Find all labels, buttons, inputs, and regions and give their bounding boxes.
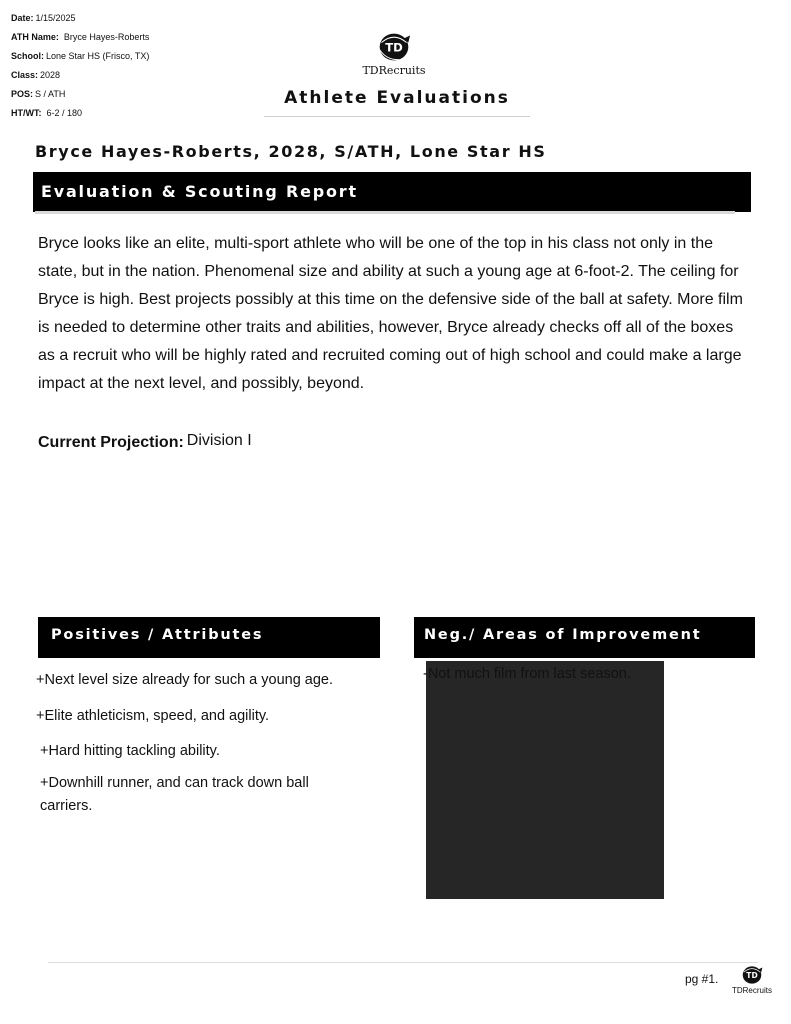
current-projection (38, 434, 252, 452)
positives-heading: Positives / Attributes (38, 617, 380, 658)
athlete-title: Bryce Hayes-Roberts, 2028, S/ATH, Lone Star HS (35, 142, 547, 161)
list-item: +Elite athleticism, speed, and agility. (36, 708, 270, 724)
football-helmet-logo-icon (376, 30, 412, 64)
negatives-heading: Neg./ Areas of Improvement (414, 617, 755, 658)
footer-logo (728, 964, 776, 995)
negatives-redaction-block (426, 661, 664, 899)
football-helmet-logo-icon (740, 964, 764, 986)
meta-position: POS: S / ATH (11, 89, 66, 99)
report-heading: Evaluation & Scouting Report (33, 172, 751, 212)
report-heading-divider (35, 211, 735, 214)
projection-label: Current Projection: (38, 434, 184, 451)
list-item: +Next level size already for such a young age. (36, 672, 334, 688)
report-body: Bryce looks like an elite, multi-sport athlete who will be one of the top in his class not only in the state, but in the nation. Phenomenal size and ability at such a young age at 6-foot-2. The ceiling for Bryce is high. Best projects possibly at this time on the defensive side of the ball at safety. More film is needed to determine other traits and abilities, however, Bryce already checks off all of the boxes as a recruit who will be highly rated and recruited coming out of high school and could make a large impact at the next level, and possibly, beyond. (38, 235, 743, 392)
list-item: +Downhill runner, and can track down ball carriers. (40, 775, 309, 814)
meta-height-weight: HT/WT: 6-2 / 180 (11, 108, 83, 118)
footer-divider (48, 962, 758, 963)
brand-logo (356, 30, 432, 77)
logo-text: TDRecruits (362, 64, 426, 77)
page-number: pg #1. (685, 972, 719, 986)
meta-class: Class: 2028 (11, 70, 61, 80)
meta-date: Date: 1/15/2025 (11, 13, 76, 23)
projection-value: Division I (186, 432, 252, 449)
meta-name: ATH Name: Bryce Hayes-Roberts (11, 32, 150, 42)
meta-school: School: Lone Star HS (Frisco, TX) (11, 51, 150, 61)
logo-mark: TD (746, 970, 758, 980)
list-item: -Not much film from last season. (423, 666, 631, 682)
athlete-meta (11, 9, 149, 123)
list-item: +Hard hitting tackling ability. (40, 743, 220, 759)
footer-logo-text: TDRecruits (731, 986, 772, 995)
logo-mark: TD (385, 40, 403, 55)
document-title: Athlete Evaluations (264, 88, 530, 117)
